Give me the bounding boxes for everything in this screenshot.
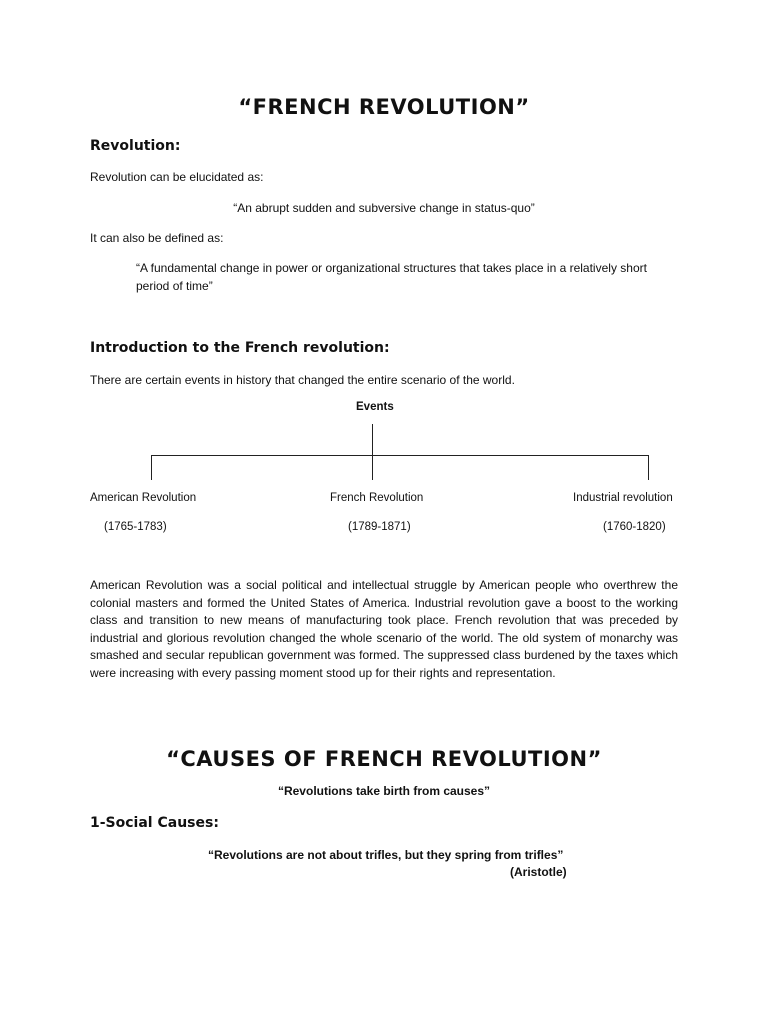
aristotle-quote: “Revolutions are not about trifles, but they spring from trifles”: [208, 848, 564, 862]
tree-years-american-revolution: (1765-1783): [104, 521, 167, 533]
tree-drop-right: [648, 455, 649, 480]
tree-years-french-revolution: (1789-1871): [348, 521, 411, 533]
heading-social-causes: 1-Social Causes:: [90, 815, 219, 831]
definition-quote-1: “An abrupt sudden and subversive change in status-quo”: [233, 201, 535, 215]
definition-quote-2: “A fundamental change in power or organizational structures that takes place in a relatively short period of time”: [136, 261, 647, 293]
tree-years-industrial-revolution: (1760-1820): [603, 521, 666, 533]
tree-drop-left: [151, 455, 152, 480]
document-title: “FRENCH REVOLUTION”: [238, 95, 530, 119]
causes-title: “CAUSES OF FRENCH REVOLUTION”: [166, 747, 602, 771]
aristotle-attribution: (Aristotle): [510, 865, 567, 879]
heading-revolution: Revolution:: [90, 138, 181, 154]
tree-node-french-revolution: French Revolution: [330, 492, 424, 504]
tree-root-events: Events: [356, 401, 394, 413]
revolution-intro: Revolution can be elucidated as:: [90, 170, 264, 184]
introduction-paragraph: American Revolution was a social political and intellectual struggle by American people who overthrew the colonial masters and formed the United States of America. Industrial revolution gave a boost to the working class and transition to new means of manufacturing took place. French revolution that was preceded by industrial and glorious revolution changed the whole scenario of the world. The old system of monarchy was smashed and secular republican government was formed. The suppressed class burdened by the taxes which were increasing with every passing moment stood up for their rights and representation.: [90, 578, 678, 680]
tree-stem-line: [372, 424, 373, 480]
introduction-lead: There are certain events in history that changed the entire scenario of the world.: [90, 373, 515, 387]
revolution-also: It can also be defined as:: [90, 231, 224, 245]
causes-quote: “Revolutions take birth from causes”: [277, 784, 491, 798]
tree-branch-line: [151, 455, 649, 456]
tree-node-american-revolution: American Revolution: [90, 492, 197, 504]
heading-introduction: Introduction to the French revolution:: [90, 340, 390, 356]
tree-node-industrial-revolution: Industrial revolution: [573, 492, 673, 504]
